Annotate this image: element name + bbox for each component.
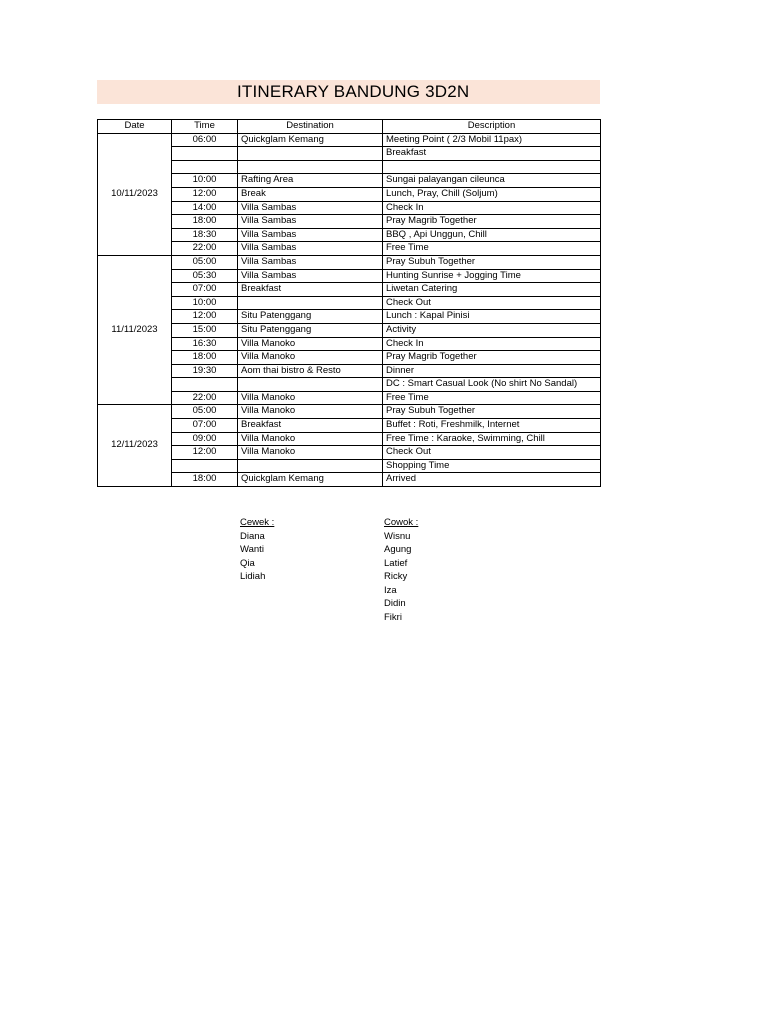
destination-cell: Quickglam Kemang <box>238 473 383 487</box>
time-cell: 15:00 <box>172 323 238 337</box>
table-row <box>98 419 601 433</box>
description-cell: Pray Magrib Together <box>383 215 601 229</box>
time-cell: 12:00 <box>172 446 238 460</box>
time-cell: 22:00 <box>172 391 238 405</box>
time-cell: 05:00 <box>172 405 238 419</box>
table-row <box>98 296 601 310</box>
date-cell: 11/11/2023 <box>98 255 172 405</box>
cowok-name: Agung <box>384 544 412 555</box>
description-cell: Free Time : Karaoke, Swimming, Chill <box>383 432 601 446</box>
description-cell: Dinner <box>383 364 601 378</box>
table-row <box>98 133 601 147</box>
time-cell: 18:00 <box>172 215 238 229</box>
destination-cell: Situ Patenggang <box>238 310 383 324</box>
destination-cell <box>238 296 383 310</box>
description-cell: Shopping Time <box>383 459 601 473</box>
time-cell: 10:00 <box>172 174 238 188</box>
time-cell: 10:00 <box>172 296 238 310</box>
time-cell <box>172 160 238 174</box>
destination-cell: Breakfast <box>238 419 383 433</box>
description-cell: Check Out <box>383 446 601 460</box>
description-cell: Lunch, Pray, Chill (Soljum) <box>383 187 601 201</box>
destination-cell: Villa Sambas <box>238 242 383 256</box>
cewek-name: Qia <box>240 557 255 569</box>
time-cell <box>172 147 238 161</box>
description-cell: DC : Smart Casual Look (No shirt No Sandal) <box>383 378 601 392</box>
itinerary-body <box>98 133 601 486</box>
title-band <box>97 80 600 104</box>
cowok-list <box>384 516 418 624</box>
destination-cell: Rafting Area <box>238 174 383 188</box>
table-row <box>98 187 601 201</box>
time-cell: 05:30 <box>172 269 238 283</box>
table-row <box>98 228 601 242</box>
destination-cell: Villa Manoko <box>238 446 383 460</box>
table-row <box>98 323 601 337</box>
table-row <box>98 147 601 161</box>
description-cell: Buffet : Roti, Freshmilk, Internet <box>383 419 601 433</box>
description-cell: Arrived <box>383 473 601 487</box>
description-cell: Pray Subuh Together <box>383 255 601 269</box>
destination-cell: Villa Manoko <box>238 405 383 419</box>
table-row <box>98 364 601 378</box>
table-row <box>98 269 601 283</box>
table-row <box>98 174 601 188</box>
header-time: Time <box>172 120 238 134</box>
time-cell: 16:30 <box>172 337 238 351</box>
destination-cell <box>238 147 383 161</box>
time-cell: 19:30 <box>172 364 238 378</box>
header-date: Date <box>98 120 172 134</box>
table-row <box>98 215 601 229</box>
table-row <box>98 473 601 487</box>
table-row <box>98 160 601 174</box>
description-cell: Check In <box>383 201 601 215</box>
table-row <box>98 242 601 256</box>
cowok-name: Ricky <box>384 571 408 582</box>
time-cell: 06:00 <box>172 133 238 147</box>
header-row <box>98 120 601 134</box>
destination-cell: Villa Sambas <box>238 228 383 242</box>
table-row <box>98 283 601 297</box>
time-cell: 05:00 <box>172 255 238 269</box>
destination-cell <box>238 378 383 392</box>
destination-cell: Break <box>238 187 383 201</box>
time-cell: 14:00 <box>172 201 238 215</box>
page-title: ITINERARY BANDUNG 3D2N <box>237 82 470 101</box>
cowok-name: Fikri <box>384 611 402 623</box>
description-cell: Lunch : Kapal Pinisi <box>383 310 601 324</box>
destination-cell: Villa Manoko <box>238 351 383 365</box>
header-description: Description <box>383 120 601 134</box>
description-cell: Breakfast <box>383 147 601 161</box>
destination-cell: Quickglam Kemang <box>238 133 383 147</box>
description-cell: Check In <box>383 337 601 351</box>
table-row <box>98 378 601 392</box>
table-row <box>98 201 601 215</box>
table-row <box>98 391 601 405</box>
time-cell: 07:00 <box>172 283 238 297</box>
time-cell <box>172 378 238 392</box>
time-cell: 09:00 <box>172 432 238 446</box>
description-cell: Pray Magrib Together <box>383 351 601 365</box>
destination-cell: Villa Sambas <box>238 269 383 283</box>
itinerary-table <box>97 119 601 487</box>
time-cell: 07:00 <box>172 419 238 433</box>
description-cell: Activity <box>383 323 601 337</box>
destination-cell: Villa Sambas <box>238 215 383 229</box>
table-row <box>98 255 601 269</box>
time-cell <box>172 459 238 473</box>
date-cell: 12/11/2023 <box>98 405 172 487</box>
cowok-name: Wisnu <box>384 530 411 542</box>
table-row <box>98 351 601 365</box>
description-cell: Hunting Sunrise + Jogging Time <box>383 269 601 283</box>
destination-cell: Situ Patenggang <box>238 323 383 337</box>
cowok-name: Iza <box>384 584 397 596</box>
destination-cell: Villa Sambas <box>238 201 383 215</box>
date-cell: 10/11/2023 <box>98 133 172 255</box>
cewek-name: Diana <box>240 530 265 542</box>
time-cell: 18:00 <box>172 351 238 365</box>
description-cell: Free Time <box>383 391 601 405</box>
destination-cell <box>238 160 383 174</box>
cowok-name: Latief <box>384 557 408 569</box>
time-cell: 18:30 <box>172 228 238 242</box>
table-row <box>98 310 601 324</box>
cewek-name: Lidiah <box>240 571 266 582</box>
destination-cell: Breakfast <box>238 283 383 297</box>
destination-cell: Villa Manoko <box>238 337 383 351</box>
cewek-label: Cewek : <box>240 517 275 528</box>
destination-cell: Villa Sambas <box>238 255 383 269</box>
description-cell: Check Out <box>383 296 601 310</box>
description-cell: Sungai palayangan cileunca <box>383 174 601 188</box>
destination-cell <box>238 459 383 473</box>
description-cell: Liwetan Catering <box>383 283 601 297</box>
table-row <box>98 446 601 460</box>
destination-cell: Aom thai bistro & Resto <box>238 364 383 378</box>
time-cell: 12:00 <box>172 310 238 324</box>
cowok-name: Didin <box>384 598 406 609</box>
description-cell: BBQ , Api Unggun, Chill <box>383 228 601 242</box>
table-row <box>98 337 601 351</box>
description-cell: Free Time <box>383 242 601 256</box>
table-row <box>98 405 601 419</box>
table-row <box>98 459 601 473</box>
description-cell <box>383 160 601 174</box>
time-cell: 22:00 <box>172 242 238 256</box>
time-cell: 18:00 <box>172 473 238 487</box>
destination-cell: Villa Manoko <box>238 391 383 405</box>
cewek-list <box>240 516 274 584</box>
description-cell: Meeting Point ( 2/3 Mobil 11pax) <box>383 133 601 147</box>
destination-cell: Villa Manoko <box>238 432 383 446</box>
time-cell: 12:00 <box>172 187 238 201</box>
description-cell: Pray Subuh Together <box>383 405 601 419</box>
cowok-label: Cowok : <box>384 517 419 528</box>
table-row <box>98 432 601 446</box>
header-destination: Destination <box>238 120 383 134</box>
cewek-name: Wanti <box>240 544 264 555</box>
